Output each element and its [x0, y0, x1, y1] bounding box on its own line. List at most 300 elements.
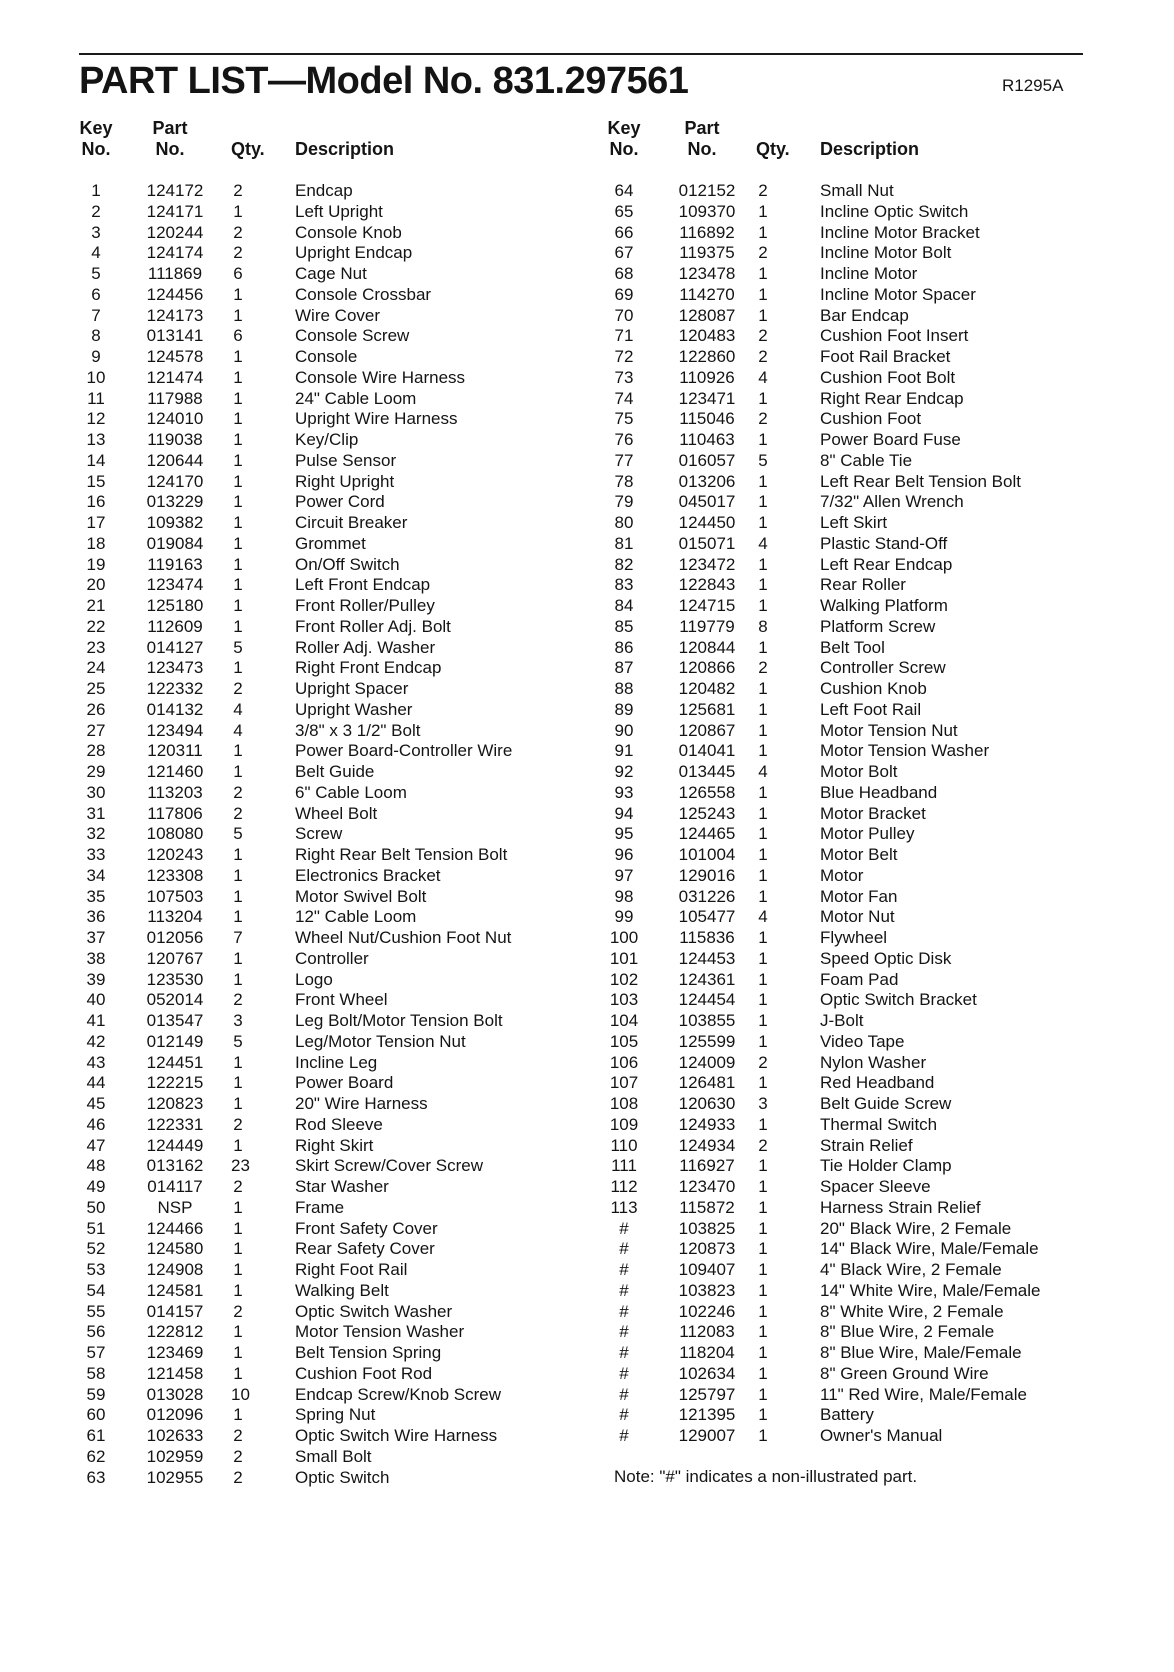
part-no: 122215	[146, 1073, 204, 1093]
description: Belt Tool	[820, 637, 885, 657]
qty: 1	[758, 492, 768, 512]
description: Optic Switch Washer	[295, 1301, 453, 1321]
key-no: 38	[86, 948, 106, 968]
qty: 2	[233, 1114, 243, 1134]
part-no: 115872	[679, 1197, 735, 1217]
description: Rear Safety Cover	[295, 1239, 435, 1259]
qty: 2	[233, 679, 243, 698]
part-no: 124449	[146, 1135, 204, 1155]
qty: 1	[758, 1156, 768, 1176]
key-no: 1	[91, 181, 101, 200]
key-no: 20	[86, 575, 106, 595]
description: Power Cord	[295, 492, 385, 512]
qty: 2	[758, 1052, 768, 1072]
qty: 5	[233, 1031, 243, 1051]
part-no: 031226	[678, 886, 736, 906]
part-no: 124715	[678, 596, 736, 615]
part-no: 103825	[678, 1218, 736, 1238]
description: Motor Swivel Bolt	[295, 886, 427, 906]
part-no: 125681	[678, 699, 736, 719]
key-no: 41	[86, 1011, 106, 1030]
key-no: 14	[86, 450, 106, 470]
key-no: 78	[614, 471, 634, 491]
description: Incline Leg	[295, 1052, 378, 1072]
qty: 1	[233, 969, 243, 989]
key-no: 69	[614, 284, 634, 304]
key-no: 93	[614, 782, 634, 802]
part-no: 122331	[146, 1114, 204, 1134]
part-no: 124172	[146, 181, 204, 200]
qty: 1	[233, 388, 243, 408]
key-no: 63	[86, 1467, 106, 1487]
key-no: 81	[614, 533, 634, 553]
qty: 1	[758, 1073, 768, 1093]
qty: 2	[233, 243, 243, 263]
part-no: 012056	[146, 928, 204, 947]
description: Right Rear Belt Tension Bolt	[295, 845, 508, 864]
description: Incline Motor Bolt	[820, 243, 952, 263]
part-no: 123494	[146, 720, 204, 740]
key-no: 96	[614, 845, 634, 864]
key-no: #	[619, 1384, 629, 1404]
part-no: 107503	[146, 886, 204, 906]
description: Red Headband	[820, 1073, 935, 1093]
qty: 1	[758, 596, 768, 615]
qty: 1	[233, 347, 243, 366]
key-no: 95	[614, 824, 634, 844]
part-no: 124581	[146, 1280, 204, 1300]
qty: 1	[758, 803, 768, 823]
key-no: 59	[86, 1384, 106, 1404]
part-no: 125797	[678, 1384, 736, 1404]
qty: 2	[758, 658, 768, 678]
description: 20" Wire Harness	[295, 1094, 428, 1113]
description: Controller	[295, 948, 369, 968]
description: Optic Switch Wire Harness	[295, 1426, 498, 1445]
key-no: #	[619, 1239, 629, 1259]
description: Leg Bolt/Motor Tension Bolt	[295, 1011, 503, 1030]
description: Motor Tension Nut	[820, 720, 958, 740]
qty: 1	[233, 616, 243, 636]
description: Rod Sleeve	[295, 1114, 383, 1134]
key-no: 48	[86, 1156, 106, 1176]
part-no: 120823	[146, 1094, 204, 1113]
key-no: #	[619, 1218, 629, 1238]
part-no: 045017	[678, 492, 736, 512]
key-no: 112	[610, 1177, 638, 1196]
part-no: 103855	[678, 1011, 736, 1030]
key-no: 18	[86, 533, 106, 553]
part-no: 013028	[146, 1384, 204, 1404]
part-no: 121395	[678, 1405, 736, 1425]
qty: 2	[758, 409, 768, 429]
col-header-part	[150, 118, 190, 160]
qty: 1	[758, 471, 768, 491]
key-no: #	[619, 1301, 629, 1321]
part-no: 052014	[146, 990, 204, 1010]
qty: 1	[758, 1301, 768, 1321]
description: Right Front Endcap	[295, 658, 442, 678]
part-no: 124451	[146, 1052, 204, 1072]
part-no: 012149	[146, 1031, 204, 1051]
part-no: 120482	[678, 679, 736, 698]
part-no: 109382	[146, 513, 204, 532]
key-no: 87	[614, 658, 634, 678]
qty: 1	[758, 1384, 768, 1404]
qty: 1	[233, 1218, 243, 1238]
col-header-description: Description	[295, 139, 395, 159]
description: Small Nut	[820, 181, 894, 200]
qty: 4	[758, 533, 768, 553]
key-no: 100	[609, 928, 639, 947]
part-no: 111869	[147, 264, 203, 283]
qty: 1	[233, 1280, 243, 1300]
part-no: 121474	[146, 367, 204, 387]
description: Star Washer	[295, 1177, 389, 1196]
qty: 1	[758, 679, 768, 698]
part-no: 102634	[678, 1363, 736, 1383]
col-header-qty: Qty.	[756, 139, 790, 159]
key-no: 57	[86, 1343, 106, 1362]
qty: 1	[758, 1197, 768, 1217]
key-no: 13	[86, 430, 106, 449]
document-code: R1295A	[1002, 76, 1064, 95]
part-no: 113203	[147, 782, 203, 802]
qty: 2	[233, 782, 243, 802]
part-no: 015071	[678, 533, 736, 553]
key-no: 16	[86, 492, 106, 512]
qty: 1	[233, 1197, 243, 1217]
key-no: 35	[86, 886, 106, 906]
part-no: 105477	[678, 907, 736, 927]
description: Motor Tension Washer	[295, 1322, 465, 1342]
description: Left Rear Endcap	[820, 554, 953, 574]
description: Controller Screw	[820, 658, 946, 678]
key-no: 56	[86, 1322, 106, 1342]
description: Electronics Bracket	[295, 865, 441, 885]
key-no: 21	[86, 596, 106, 615]
qty: 1	[233, 1363, 243, 1383]
col-header-qty: Qty.	[231, 139, 265, 159]
part-no: 123469	[146, 1343, 204, 1362]
key-no: #	[619, 1343, 629, 1362]
qty: 3	[233, 1011, 243, 1030]
part-no: 124466	[146, 1218, 204, 1238]
description: Foot Rail Bracket	[820, 347, 951, 366]
qty: 1	[233, 367, 243, 387]
key-no: 88	[614, 679, 634, 698]
key-no: 79	[614, 492, 634, 512]
description: Wheel Nut/Cushion Foot Nut	[295, 928, 512, 947]
key-no: 76	[614, 430, 634, 449]
description: Optic Switch Bracket	[820, 990, 977, 1010]
qty: 8	[758, 616, 768, 636]
part-no: 120873	[678, 1239, 736, 1259]
key-no: 39	[86, 969, 106, 989]
qty: 1	[233, 533, 243, 553]
key-no: 29	[86, 762, 106, 781]
description: Front Roller/Pulley	[295, 596, 435, 615]
part-no: 012096	[146, 1405, 204, 1425]
key-no: 10	[86, 367, 106, 387]
description: Incline Motor	[820, 264, 918, 283]
part-no: 123474	[146, 575, 204, 595]
key-no: 103	[609, 990, 639, 1010]
key-no: 84	[614, 596, 634, 615]
qty: 1	[758, 845, 768, 864]
part-no: 019084	[146, 533, 204, 553]
qty: 1	[233, 948, 243, 968]
description: Incline Motor Spacer	[820, 284, 976, 304]
key-no: 82	[614, 554, 634, 574]
description: Battery	[820, 1405, 874, 1425]
qty: 6	[233, 326, 243, 346]
qty: 1	[758, 513, 768, 532]
part-no: 124933	[678, 1114, 736, 1134]
qty: 1	[233, 471, 243, 491]
key-no: 61	[86, 1426, 106, 1445]
key-no: 19	[86, 554, 106, 574]
key-no: 44	[86, 1073, 106, 1093]
part-no: 110926	[679, 367, 735, 387]
qty: 1	[758, 782, 768, 802]
key-no: #	[619, 1280, 629, 1300]
key-no: 6	[91, 284, 101, 304]
description: Left Upright	[295, 201, 383, 221]
description: 8" Cable Tie	[820, 450, 913, 470]
key-no: 83	[614, 575, 634, 595]
part-no: 014117	[147, 1177, 203, 1196]
description: Skirt Screw/Cover Screw	[295, 1156, 483, 1176]
col-header-part-line2: No.	[687, 139, 717, 159]
qty: 1	[758, 969, 768, 989]
key-no: 9	[91, 347, 101, 366]
qty: 1	[233, 886, 243, 906]
description: 20" Black Wire, 2 Female	[820, 1218, 1012, 1238]
key-no: 111	[611, 1156, 637, 1176]
description: Roller Adj. Washer	[295, 637, 436, 657]
qty: 1	[233, 305, 243, 325]
description: Small Bolt	[295, 1446, 372, 1466]
description: Blue Headband	[820, 782, 938, 802]
part-no: 116927	[679, 1156, 735, 1176]
description: Endcap Screw/Knob Screw	[295, 1384, 501, 1404]
qty: 1	[758, 575, 768, 595]
qty: 1	[233, 865, 243, 885]
qty: 6	[233, 264, 243, 283]
key-no: 36	[86, 907, 106, 927]
key-no: 22	[86, 616, 106, 636]
description: Rear Roller	[820, 575, 906, 595]
qty: 1	[233, 1135, 243, 1155]
description: 8" Green Ground Wire	[820, 1363, 989, 1383]
qty: 1	[758, 388, 768, 408]
key-no: 62	[86, 1446, 106, 1466]
qty: 2	[758, 181, 768, 200]
part-no: 102633	[146, 1426, 204, 1445]
qty: 1	[758, 264, 768, 283]
qty: 1	[233, 201, 243, 221]
qty: 2	[758, 1135, 768, 1155]
key-no: 25	[86, 679, 106, 698]
part-no: 120311	[147, 741, 203, 761]
description: Video Tape	[820, 1031, 905, 1051]
key-no: 52	[86, 1239, 106, 1259]
description: Bar Endcap	[820, 305, 909, 325]
part-no: 016057	[678, 450, 736, 470]
key-no: 27	[86, 720, 106, 740]
description: 8" Blue Wire, 2 Female	[820, 1322, 995, 1342]
part-no: 120767	[146, 948, 204, 968]
description: Cushion Foot Bolt	[820, 367, 956, 387]
description: Incline Motor Bracket	[820, 222, 980, 242]
qty: 23	[231, 1156, 250, 1176]
part-no: 109370	[678, 201, 736, 221]
description: Upright Washer	[295, 699, 413, 719]
description: Optic Switch	[295, 1467, 390, 1487]
description: Console Knob	[295, 222, 402, 242]
description: Strain Relief	[820, 1135, 913, 1155]
description: 11" Red Wire, Male/Female	[820, 1384, 1027, 1404]
key-no: 47	[86, 1135, 106, 1155]
qty: 1	[758, 1114, 768, 1134]
description: Motor Tension Washer	[820, 741, 990, 761]
description: Console Screw	[295, 326, 410, 346]
qty: 1	[233, 907, 243, 927]
qty: 1	[758, 1363, 768, 1383]
part-no: 119163	[147, 554, 203, 574]
qty: 1	[233, 658, 243, 678]
qty: 2	[233, 1426, 243, 1445]
qty: 1	[233, 762, 243, 781]
key-no: 3	[91, 222, 101, 242]
qty: 1	[233, 492, 243, 512]
qty: 1	[758, 430, 768, 449]
key-no: 34	[86, 865, 106, 885]
qty: 1	[758, 990, 768, 1010]
description: Foam Pad	[820, 969, 899, 989]
part-no: 125243	[678, 803, 736, 823]
part-no: 119375	[679, 243, 735, 263]
qty: 1	[233, 1260, 243, 1279]
description: Motor Bolt	[820, 762, 898, 781]
part-no: 117806	[147, 803, 203, 823]
description: Motor Fan	[820, 886, 898, 906]
key-no: 49	[86, 1177, 106, 1196]
qty: 1	[758, 1280, 768, 1300]
description: Motor	[820, 865, 864, 885]
key-no: 58	[86, 1363, 106, 1383]
description: Belt Tension Spring	[295, 1343, 442, 1362]
qty: 1	[233, 1405, 243, 1425]
key-no: 51	[86, 1218, 106, 1238]
qty: 1	[758, 284, 768, 304]
key-no: 50	[86, 1197, 106, 1217]
description: Right Rear Endcap	[820, 388, 964, 408]
qty: 1	[758, 824, 768, 844]
key-no: 4	[91, 243, 101, 263]
key-no: 30	[86, 782, 106, 802]
description: Logo	[295, 969, 333, 989]
qty: 1	[758, 1239, 768, 1259]
key-no: 15	[86, 471, 106, 491]
key-no: 97	[614, 865, 634, 885]
col-header-key	[78, 118, 114, 160]
part-no: 110463	[679, 430, 735, 449]
description: Speed Optic Disk	[820, 948, 952, 968]
key-no: 98	[614, 886, 634, 906]
part-no: 126558	[678, 782, 736, 802]
part-no: 122860	[678, 347, 736, 366]
key-no: 104	[609, 1011, 639, 1030]
description: Left Rear Belt Tension Bolt	[820, 471, 1021, 491]
key-no: 75	[614, 409, 634, 429]
part-no: 123472	[678, 554, 736, 574]
part-no: 114270	[679, 284, 735, 304]
page-title: PART LIST—Model No. 831.297561	[79, 60, 689, 102]
part-no: 125180	[146, 596, 204, 615]
key-no: 67	[614, 243, 634, 263]
part-no: 103823	[678, 1280, 736, 1300]
description: Upright Spacer	[295, 679, 409, 698]
part-no: 124450	[678, 513, 736, 532]
description: Front Roller Adj. Bolt	[295, 616, 451, 636]
part-no: 014041	[678, 741, 736, 761]
description: 14" Black Wire, Male/Female	[820, 1239, 1039, 1259]
description: 24" Cable Loom	[295, 388, 417, 408]
part-no: 121458	[146, 1363, 204, 1383]
part-no: NSP	[157, 1197, 193, 1217]
qty: 1	[233, 450, 243, 470]
description: Incline Optic Switch	[820, 201, 969, 221]
qty: 7	[233, 928, 243, 947]
col-header-key	[606, 118, 642, 160]
key-no: #	[619, 1322, 629, 1342]
key-no: 68	[614, 264, 634, 283]
part-no: 123530	[146, 969, 204, 989]
part-no: 102959	[146, 1446, 204, 1466]
part-no: 109407	[678, 1260, 736, 1279]
description: Screw	[295, 824, 343, 844]
qty: 1	[758, 720, 768, 740]
col-header-key-line1: Key	[79, 118, 113, 138]
key-no: 65	[614, 201, 634, 221]
qty: 1	[758, 928, 768, 947]
description: Front Safety Cover	[295, 1218, 438, 1238]
qty: 1	[758, 305, 768, 325]
part-no: 124578	[146, 347, 204, 366]
qty: 1	[758, 1031, 768, 1051]
description: Right Upright	[295, 471, 395, 491]
description: Plastic Stand-Off	[820, 533, 948, 553]
key-no: 106	[609, 1052, 639, 1072]
description: Leg/Motor Tension Nut	[295, 1031, 466, 1051]
description: Flywheel	[820, 928, 888, 947]
qty: 1	[233, 284, 243, 304]
part-no: 119779	[679, 616, 735, 636]
qty: 1	[758, 222, 768, 242]
description: Right Foot Rail	[295, 1260, 408, 1279]
key-no: #	[619, 1426, 629, 1445]
qty: 1	[758, 1405, 768, 1425]
part-no: 124010	[146, 409, 204, 429]
part-no: 124454	[678, 990, 736, 1010]
key-no: 90	[614, 720, 634, 740]
part-no: 128087	[678, 305, 736, 325]
part-no: 124453	[678, 948, 736, 968]
part-no: 120866	[678, 658, 736, 678]
qty: 2	[758, 347, 768, 366]
